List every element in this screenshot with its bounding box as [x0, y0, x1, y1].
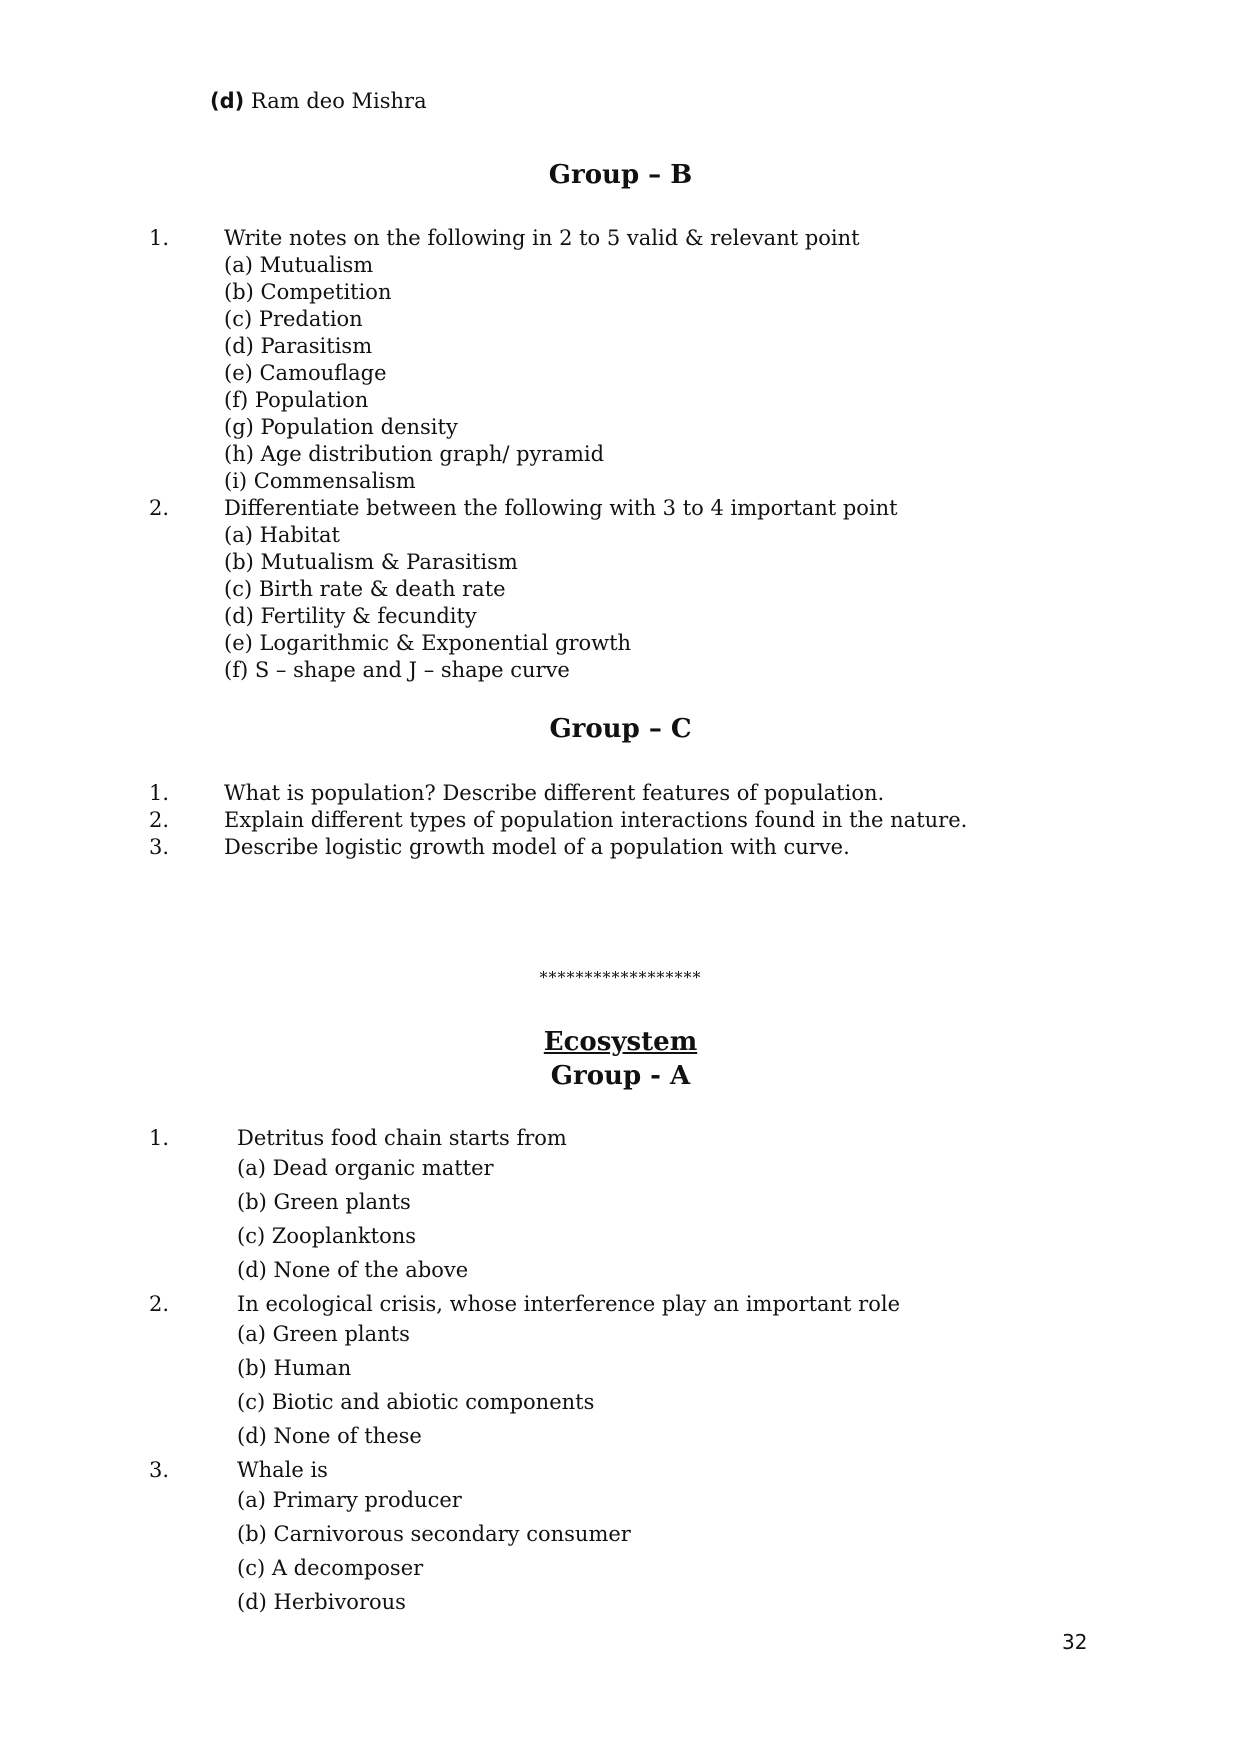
option-item: (c) Zooplanktons: [237, 1224, 417, 1248]
list-item: (c) Predation: [224, 307, 363, 331]
list-item: (g) Population density: [224, 415, 458, 439]
option-d-top: [210, 88, 427, 115]
option-item: (b) Carnivorous secondary consumer: [237, 1522, 631, 1546]
question-number: 3.: [149, 835, 170, 859]
option-item: (d) None of these: [237, 1424, 422, 1448]
question-number: 1.: [149, 1126, 170, 1150]
option-item: (c) Biotic and abiotic components: [237, 1390, 595, 1414]
option-item: (b) Human: [237, 1356, 352, 1380]
list-item: (a) Habitat: [224, 523, 340, 547]
option-item: (a) Dead organic matter: [237, 1156, 494, 1180]
option-item: (a) Green plants: [237, 1322, 410, 1346]
question-text: Describe logistic growth model of a population with curve.: [224, 835, 850, 859]
question-text: Whale is: [237, 1458, 328, 1482]
list-item: (e) Logarithmic & Exponential growth: [224, 631, 632, 655]
option-item: (d) None of the above: [237, 1258, 469, 1282]
list-item: (f) Population: [224, 388, 369, 412]
list-item: (b) Mutualism & Parasitism: [224, 550, 518, 574]
list-item: (f) S – shape and J – shape curve: [224, 658, 570, 682]
list-item: (e) Camouflage: [224, 361, 387, 385]
question-number: 2.: [149, 496, 170, 520]
group-a-title: Group - A: [550, 1061, 691, 1091]
question-text: Differentiate between the following with 3 to 4 important point: [224, 496, 898, 520]
question-number: 2.: [149, 808, 170, 832]
option-label: (d): [210, 89, 245, 113]
option-text: Ram deo Mishra: [250, 89, 427, 113]
question-number: 1.: [149, 781, 170, 805]
question-text: Write notes on the following in 2 to 5 valid & relevant point: [224, 226, 860, 250]
question-number: 3.: [149, 1458, 170, 1482]
question-text: In ecological crisis, whose interference play an important role: [237, 1292, 900, 1316]
question-text: Explain different types of population interactions found in the nature.: [224, 808, 968, 832]
option-item: (c) A decomposer: [237, 1556, 424, 1580]
list-item: (c) Birth rate & death rate: [224, 577, 506, 601]
list-item: (d) Parasitism: [224, 334, 373, 358]
section-separator: ******************: [539, 968, 702, 987]
ecosystem-title: Ecosystem: [543, 1027, 698, 1057]
page-number: 32: [1062, 1630, 1088, 1654]
option-item: (b) Green plants: [237, 1190, 411, 1214]
question-text: What is population? Describe different features of population.: [224, 781, 885, 805]
question-number: 1.: [149, 226, 170, 250]
option-item: (a) Primary producer: [237, 1488, 462, 1512]
list-item: (a) Mutualism: [224, 253, 374, 277]
question-number: 2.: [149, 1292, 170, 1316]
list-item: (i) Commensalism: [224, 469, 416, 493]
question-text: Detritus food chain starts from: [237, 1126, 567, 1150]
option-item: (d) Herbivorous: [237, 1590, 406, 1614]
group-c-title: Group – C: [549, 714, 692, 744]
group-b-title: Group – B: [548, 160, 693, 190]
list-item: (d) Fertility & fecundity: [224, 604, 477, 628]
list-item: (b) Competition: [224, 280, 392, 304]
list-item: (h) Age distribution graph/ pyramid: [224, 442, 605, 466]
